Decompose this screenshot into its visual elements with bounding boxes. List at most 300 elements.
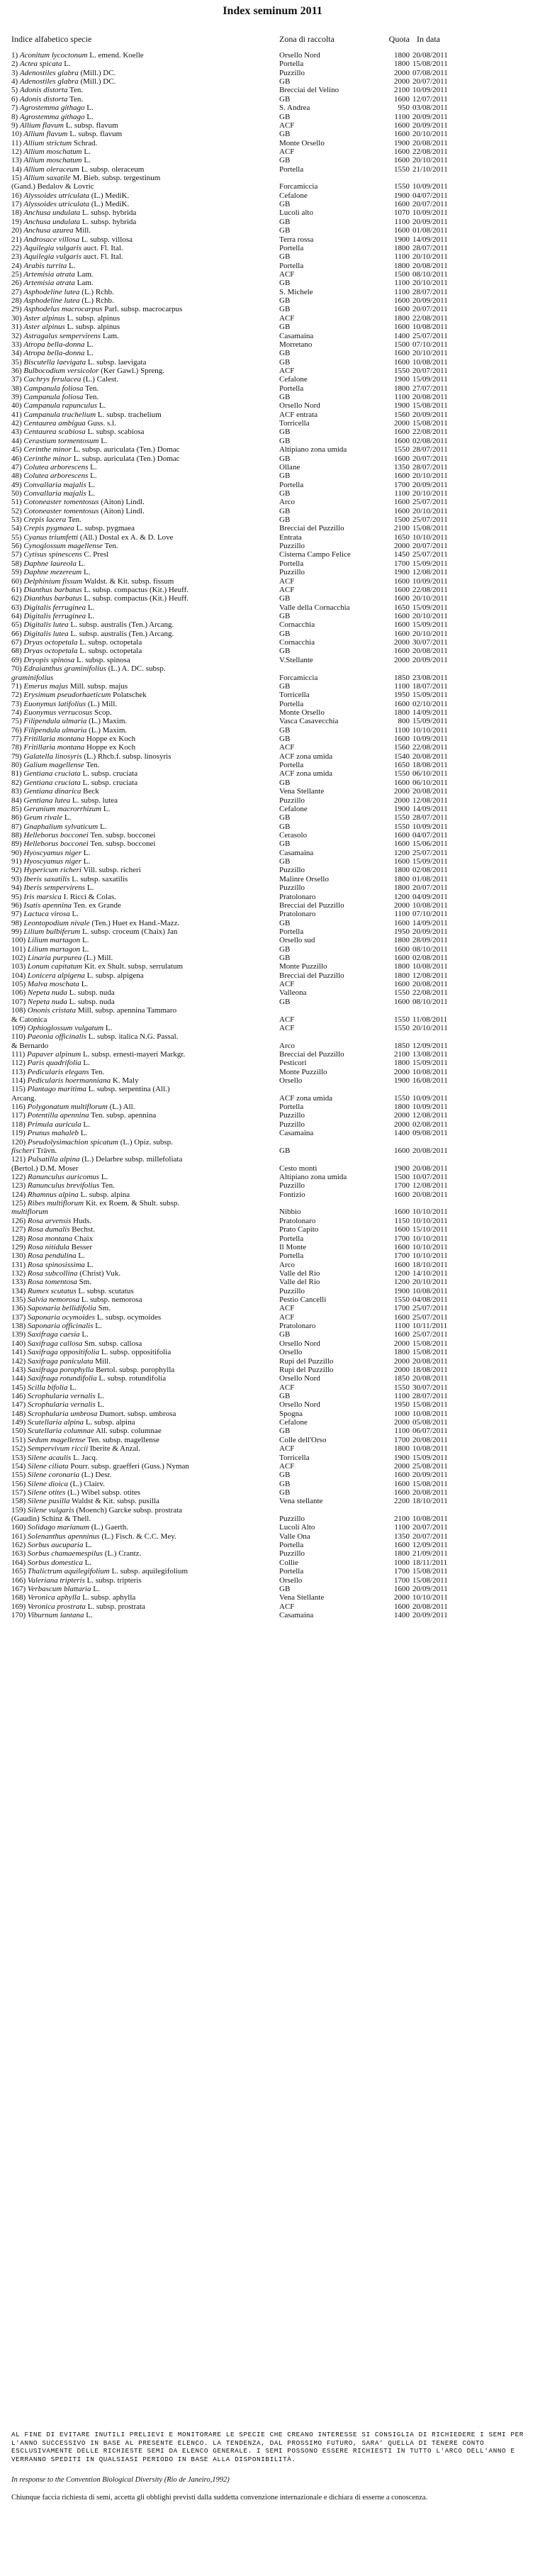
altitude: 1100 [394,489,410,498]
altitude: 1600 [394,620,410,630]
row-number: 143) [11,1365,28,1374]
altitude: 1950 [394,1400,410,1410]
species-binomial: Lonicera alpigena [27,971,85,980]
species-binomial: Plantago maritima [27,1085,86,1094]
collection-site: Prato Capito [279,1225,319,1234]
species-authority: Vill. subsp. richeri [81,866,141,875]
altitude: 1600 [394,147,410,156]
species-name [11,1339,278,1348]
row-number: 156) [11,1479,28,1488]
altitude: 1850 [394,1374,410,1383]
species-binomial: Arabis turrita [23,261,67,270]
altitude: 1500 [394,269,410,279]
collection-date: 20/07/2011 [412,1523,448,1532]
list-item [0,147,545,156]
species-binomial: Sorbus domestica [27,1558,83,1567]
species-binomial: Centaurea ambigua [23,419,86,428]
altitude: 2000 [394,1356,410,1366]
list-item [0,1103,545,1111]
species-binomial: Prunus mahaleb [27,1129,79,1138]
collection-site: GB [279,840,291,849]
collection-date: 20/08/2011 [412,1164,448,1173]
altitude: 1550 [394,769,410,779]
list-item [0,401,545,410]
list-item [0,226,545,235]
altitude: 1700 [394,1234,410,1243]
species-binomial: Convallaria majalis [23,480,86,489]
collection-site: Cerasolo [279,830,308,840]
row-number: 148) [11,1409,28,1418]
species-name [11,393,278,401]
collection-site: ACF [279,980,295,989]
list-item [0,594,545,603]
row-number: 153) [11,1453,28,1462]
collection-site: Forcamiccia [279,182,318,191]
altitude: 1600 [394,830,410,840]
row-number: 27) [11,287,24,296]
collection-site: Orsello [279,1076,303,1086]
page-title: Index seminum 2011 [223,5,322,17]
altitude: 1900 [394,235,410,244]
species-binomial: Nepeta nuda [27,997,67,1006]
species-name [11,656,278,664]
species-binomial: Digitalis lutea [23,620,69,630]
species-name [11,831,278,840]
species-authority: L. subsp. lutea [70,796,118,805]
list-item [0,1427,545,1435]
row-number: 55) [11,533,24,542]
species-name [11,1287,278,1295]
species-binomial: Cytisus spinescens [23,550,82,559]
species-authority: L. [82,848,91,857]
row-number: 31) [11,323,24,332]
collection-date: 28/07/2011 [412,445,448,455]
altitude: 1100 [394,287,410,296]
species-binomial: Gentiana lutea [23,796,71,805]
altitude: 1200 [394,1278,410,1287]
row-number: 62) [11,594,24,603]
altitude: 1500 [394,340,410,349]
row-number: 147) [11,1400,28,1410]
species-binomial: Allium flavum [19,121,64,130]
species-authority: Hoppe ex Koch [84,743,136,752]
altitude: 1600 [394,629,410,638]
list-item [0,1234,545,1243]
list-item [0,262,545,270]
altitude: 1600 [394,1260,410,1269]
species-name [11,893,278,901]
species-binomial: Rosa pendulina [27,1251,77,1261]
species-name [11,279,278,287]
species-authority: L. subsp. auriculata [71,445,135,455]
species-authority: L. subsp. italica [86,1032,138,1042]
species-authority: (L.) Opiz. subsp. [118,1137,173,1147]
row-number: 139) [11,1330,28,1339]
row-number: 26) [11,279,24,288]
collection-site: Cefalone [279,804,308,813]
list-item [0,980,545,988]
species-authority: Iberite & Anzal. [88,1444,141,1454]
collection-date: 02/10/2011 [412,699,448,708]
species-binomial: Scutellaria columnae [27,1427,94,1436]
species-name [11,1006,278,1015]
species-authority: Sm. [77,1278,92,1287]
collection-date: 28/07/2011 [412,813,448,823]
collection-date: 04/07/2011 [412,191,448,200]
row-number: 12) [11,147,24,156]
list-item [0,104,545,112]
collection-date: 22/08/2011 [412,585,448,594]
species-authority: L. subsp. rotundifolia [96,1374,167,1383]
species-binomial: Convallaria majalis [23,489,86,498]
species-authority: L. [103,1023,113,1032]
species-name [11,130,278,138]
species-name [11,988,278,997]
collection-site: Torricella [279,691,310,700]
species-authority: Ten. [102,542,118,551]
altitude: 1700 [394,559,410,568]
species-authority: L. [84,104,94,113]
collection-site: GB [279,918,291,927]
collection-date: 20/07/2011 [412,305,448,314]
list-item [0,314,545,323]
species-binomial: Fritillaria montana [23,743,85,752]
species-binomial: Iris marsica [23,892,62,901]
species-binomial: Scrophularia umbrosa [27,1409,98,1418]
collection-date: 03/08/2011 [412,104,448,113]
list-item [0,1269,545,1278]
species-name [11,515,278,524]
altitude: 1600 [394,1312,410,1322]
row-number: 164) [11,1558,28,1567]
row-number: 91) [11,857,24,866]
species-name [11,954,278,962]
altitude: 1100 [394,681,410,691]
altitude: 1800 [394,883,410,893]
species-name [11,367,278,375]
row-number: 68) [11,647,24,656]
species-binomial: Pedicularis hoermanniana [27,1076,111,1086]
species-binomial: Aquilegia vulgaris [23,252,82,262]
row-number: 88) [11,830,24,840]
altitude: 1000 [394,1409,410,1418]
species-authority: L. [76,1251,85,1261]
species-authority: Bertol. subsp. porophylla [94,1365,175,1374]
list-item [0,428,545,436]
species-authority: L. [62,813,72,823]
row-number: 130) [11,1251,28,1261]
species-binomial: Aconitum lycoctonum [19,51,88,60]
species-authority: Ten. subsp. apennina [89,1111,157,1120]
collection-site: Pratolonaro [279,892,316,901]
species-binomial: Agrostemma githago [19,112,85,121]
species-binomial: Helleborus bocconei [23,830,89,840]
collection-site: Valle Ona [279,1532,310,1541]
collection-site: GB [279,217,291,226]
list-item [0,95,545,104]
list-item [0,1120,545,1129]
species-authority: (L.) Calest. [81,375,118,384]
list-item [0,1357,545,1366]
collection-date: 10/09/2011 [412,735,448,744]
species-binomial: Lilium martagon [27,944,81,954]
collection-date: 30/07/2011 [412,1383,448,1392]
collection-date: 20/10/2011 [412,612,448,620]
species-binomial: Gentiana dinarica [23,787,82,796]
list-item [0,1173,545,1181]
species-authority: Ten. [66,515,82,525]
species-binomial: Leontopodium nivale [23,918,90,927]
collection-site: Entrata [279,533,302,542]
list-item [0,1155,545,1164]
list-item [0,1444,545,1453]
species-name [11,901,278,910]
species-authority: L. subsp. octopetala [77,638,142,647]
species-binomial: Ranunculus brevifolius [27,1181,100,1191]
species-name [11,218,278,226]
species-name [11,489,278,498]
altitude: 1850 [394,673,410,682]
row-number: 51) [11,498,24,507]
collection-date: 20/10/2011 [412,349,448,358]
species-name [11,1050,278,1059]
species-authority: L. [82,568,91,577]
list-item [0,437,545,445]
collection-date: 27/07/2011 [412,384,448,393]
collection-site: GB [279,1584,291,1593]
row-number: 137) [11,1312,28,1322]
species-authority: L. [99,436,108,445]
species-authority: (L.) Mill. [86,699,118,708]
collection-site: Ollane [279,462,300,472]
species-binomial: graminifolius [11,673,54,682]
species-authority: K. Maly [111,1076,139,1086]
row-number: 133) [11,1278,28,1287]
collection-site: Puzzillo [279,883,305,893]
collection-date: 12/08/2011 [412,1181,448,1191]
species-name [11,147,278,156]
row-number: 73) [11,699,24,708]
species-binomial: Biscutella laevigata [23,357,86,367]
collection-date: 15/08/2011 [412,524,448,533]
collection-site: Orsello Nord [279,1374,320,1383]
species-binomial: Adenostiles glabra [19,77,79,87]
species-name [11,1120,278,1129]
collection-site: GB [279,1391,291,1400]
species-binomial: Crepis lacera [23,515,67,525]
altitude: 1600 [394,1330,410,1339]
collection-date: 02/08/2011 [412,866,448,875]
collection-site: GB [279,156,291,165]
collection-site: Cefalone [279,1418,308,1427]
collection-date: 12/08/2011 [412,796,448,805]
species-binomial: Hyoscyamus niger [23,857,82,866]
row-number: 113) [11,1067,28,1076]
species-name [11,1462,278,1471]
collection-site: GB [279,1330,291,1339]
species-name [11,813,278,822]
row-number: 116) [11,1103,28,1112]
collection-site: Puzzillo [279,1181,305,1191]
collection-site: ACF zona umida [279,752,333,761]
altitude: 1600 [394,305,410,314]
species-name [11,936,278,944]
collection-site: Brecciai del Puzzillo [279,971,344,980]
collection-site: GB [279,1479,291,1488]
list-item [0,735,545,743]
collection-date: 06/10/2011 [412,778,448,787]
altitude: 1350 [394,1532,410,1541]
list-item [0,1313,545,1322]
collection-site: Puzzillo [279,1515,305,1524]
collection-date: 07/08/2011 [412,68,448,77]
collection-site: GB [279,428,291,437]
row-number: 23) [11,252,24,262]
collection-date: 08/10/2011 [412,269,448,279]
collection-site: Puzzillo [279,568,305,577]
collection-date: 08/10/2011 [412,997,448,1006]
altitude: 1100 [394,1523,410,1532]
list-item [0,954,545,962]
species-binomial: Silene acaulis [27,1453,72,1462]
collection-site: GB [279,997,291,1006]
altitude: 950 [398,104,410,113]
row-number: 1) [11,51,20,60]
species-authority: L. subsp. nuda [67,997,115,1006]
species-name [11,919,278,927]
altitude: 2000 [394,1111,410,1120]
row-number: 103) [11,962,28,971]
species-name [11,1602,278,1611]
collection-date: 12/09/2011 [412,1041,448,1050]
species-binomial: Alyssoides utriculata [23,200,89,209]
collection-site: GB [279,1427,291,1436]
species-binomial: Paris quadrifolia [27,1059,82,1068]
row-number: 29) [11,305,24,314]
species-authority: L. subsp. tripteris [84,1576,142,1585]
list-item [0,411,545,419]
collection-site: Cornacchia [279,638,315,647]
list-item [0,1295,545,1304]
row-number: 61) [11,585,24,594]
collection-site: Valle del Rio [279,1269,320,1278]
collection-site: Vena Stellante [279,1593,325,1602]
collection-date: 08/10/2011 [412,944,448,954]
row-number: 104) [11,971,28,980]
collection-date: 30/07/2011 [412,638,448,647]
collection-site: Cisterna Campo Felice [279,550,351,559]
row-number: 92) [11,866,24,875]
altitude: 2000 [394,1120,410,1129]
species-authority: (L.) Delarbre subsp. millefoliata [79,1155,183,1164]
species-name [11,358,278,367]
altitude: 1800 [394,1348,410,1357]
collection-date: 14/09/2011 [412,918,448,927]
collection-site: Monte Puzzillo [279,1067,327,1076]
collection-site: Valle del Rio [279,1278,320,1287]
species-name [11,1523,278,1532]
row-number: 135) [11,1295,28,1305]
species-name [11,1471,278,1479]
species-name [11,445,278,454]
collection-site: Portella [279,1251,304,1261]
species-authority: Tammaro [145,1006,177,1015]
altitude: 1600 [394,1541,410,1550]
altitude: 1800 [394,1444,410,1454]
row-number: 36) [11,366,24,375]
species-binomial: Iberis sempervirens [23,883,86,893]
species-binomial: Edraianthus graminifolius [23,664,106,674]
collection-date: 12/07/2011 [412,94,448,104]
list-item [0,971,545,980]
species-name [11,1313,278,1322]
species-name [11,1549,278,1558]
list-item [0,831,545,840]
collection-date: 10/09/2011 [412,208,448,218]
species-name [11,568,278,576]
collection-site: Altipiano zona umida [279,445,347,455]
species-authority: L. emend. Koelle [87,51,144,60]
species-name [11,533,278,542]
species-name [11,1015,278,1024]
collection-date: 20/07/2011 [412,883,448,893]
collection-date: 09/08/2011 [412,1129,448,1138]
row-number: 19) [11,217,24,226]
row-number: 60) [11,576,24,586]
altitude: 1650 [394,603,410,612]
collection-site: ACF [279,1461,295,1471]
collection-site: Orsello [279,1348,303,1357]
collection-site: GB [279,954,291,963]
species-name [11,962,278,971]
row-number: 128) [11,1234,28,1243]
species-authority: L. [84,112,94,121]
row-number: 35) [11,357,24,367]
collection-date: 02/08/2011 [412,954,448,963]
collection-date: 25/07/2011 [412,331,448,340]
collection-date: 10/09/2011 [412,576,448,586]
collection-site: ACF [279,1602,295,1611]
row-number: 121) [11,1155,28,1164]
species-authority: L. subsp. serpentina [86,1085,151,1094]
altitude: 2200 [394,1497,410,1506]
collection-date: 10/09/2011 [412,1103,448,1112]
altitude: 1600 [394,1242,410,1251]
collection-date: 25/07/2011 [412,1304,448,1313]
list-item [0,779,545,787]
collection-date: 20/08/2011 [412,1190,448,1199]
species-authority: Ten. [83,384,99,393]
row-number: 30) [11,313,24,323]
list-item [0,1523,545,1532]
species-binomial: Sorbus chamaemespilus [27,1549,103,1559]
collection-date: 20/07/2011 [412,1532,448,1541]
collection-date: 20/10/2011 [412,130,448,139]
species-authority: L. subsp. alpinus [64,313,120,323]
species-authority: C. Presl [82,550,109,559]
altitude: 1600 [394,1471,410,1480]
collection-site: Arco [279,498,295,507]
species-binomial: Silene coronaria [27,1471,80,1480]
list-item [0,51,545,60]
altitude: 1800 [394,936,410,945]
row-number: 140) [11,1339,28,1348]
species-name [11,1330,278,1339]
list-item [0,182,545,191]
list-item [0,1208,545,1216]
altitude: 2000 [394,1593,410,1602]
list-item [0,1199,545,1208]
